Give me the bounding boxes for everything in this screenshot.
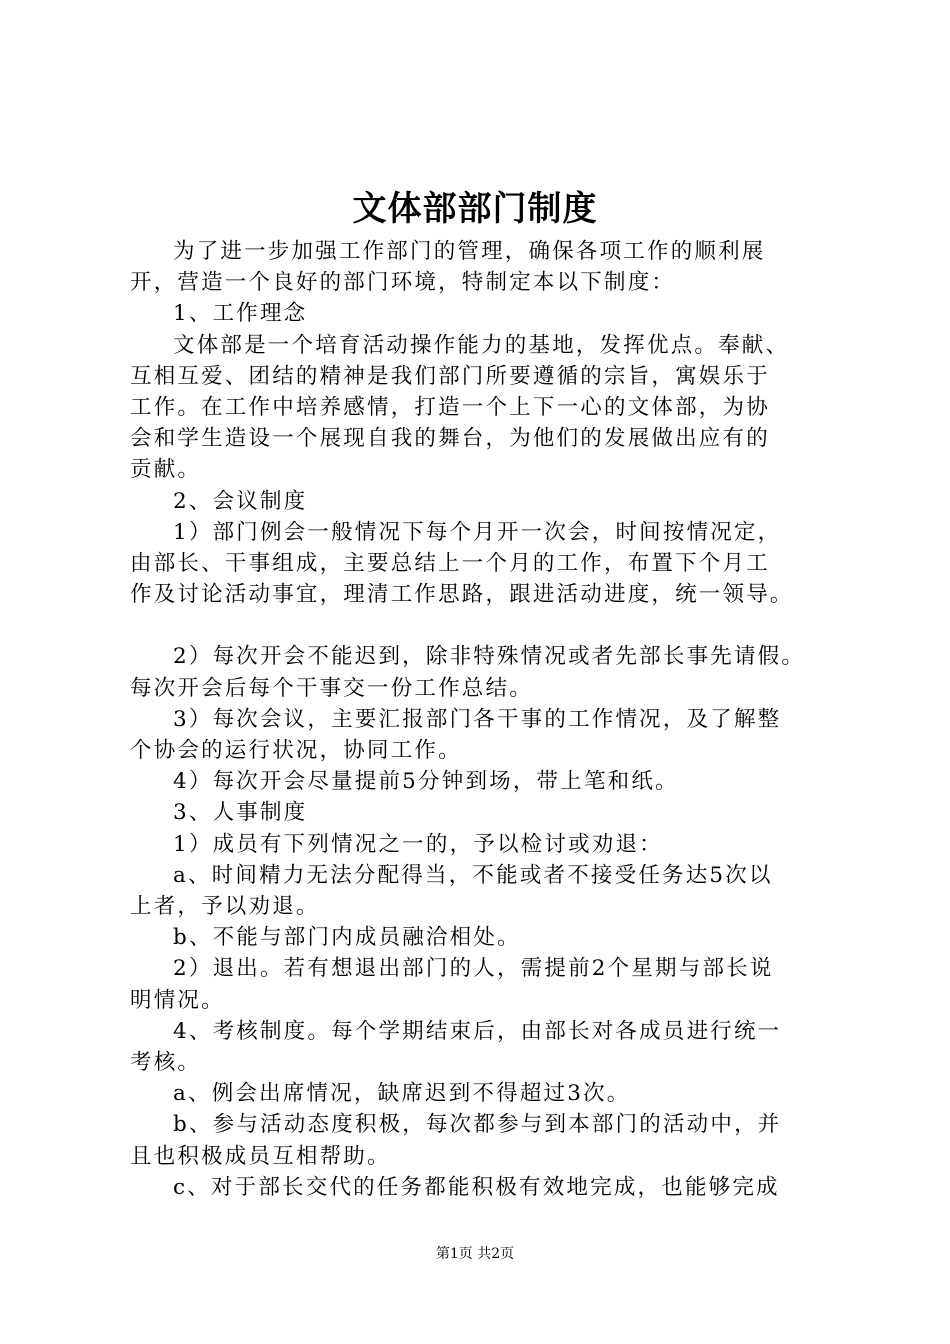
text-line: 2、会议制度 [173,488,308,514]
text-line: 4、考核制度。每个学期结束后，由部长对各成员进行统一 [173,1018,782,1044]
text-line: 1）成员有下列情况之一的，予以检讨或劝退： [173,831,663,857]
paragraph [130,641,842,703]
paragraph [130,236,842,298]
text-line: 且也积极成员互相帮助。 [130,1143,391,1169]
text-line: b、不能与部门内成员融洽相处。 [173,925,521,951]
text-line: 文体部是一个培育活动操作能力的基地，发挥优点。奉献、 [173,332,790,358]
text-line: 为了进一步加强工作部门的管理，确保各项工作的顺利展 [173,239,766,264]
paragraph [130,766,842,797]
page-title: 文体部部门制度 [352,189,598,229]
text-line: 1、工作理念 [173,301,308,327]
paragraph [130,953,842,1015]
text-line: 会和学生造设一个展现自我的舞台，为他们的发展做出应有的 [130,426,770,452]
text-line: 4）每次开会尽量提前5分钟到场，带上笔和纸。 [173,769,679,795]
paragraph [130,330,842,486]
text-line: 个协会的运行状况，协同工作。 [130,738,462,764]
text-line: 2）退出。若有想退出部门的人，需提前2个星期与部长说 [173,956,774,982]
text-line: 开，营造一个良好的部门环境，特制定本以下制度： [130,270,676,296]
text-line: 明情况。 [130,987,225,1013]
text-line: 上者，予以劝退。 [130,894,320,920]
blank-line [130,610,842,641]
text-line: b、参与活动态度积极，每次都参与到本部门的活动中，并 [173,1112,782,1138]
text-line: 3、人事制度 [173,800,308,826]
section-heading [130,298,842,329]
paragraph [130,704,842,766]
paragraph [130,517,842,611]
text-line: 工作。在工作中培养感情，打造一个上下一心的文体部，为协 [130,395,770,421]
paragraph [130,829,842,860]
text-line: 互相互爱、团结的精神是我们部门所要遵循的宗旨，寓娱乐于 [130,363,770,389]
page-footer: 第1页 共2页 [435,1246,515,1262]
section-heading [130,1016,842,1078]
section-heading [130,797,842,828]
text-line: a、例会出席情况，缺席迟到不得超过3次。 [173,1081,631,1107]
text-line: c、对于部长交代的任务都能积极有效地完成，也能够完成 [173,1174,780,1200]
paragraph [130,1078,842,1109]
text-line: 由部长、干事组成，主要总结上一个月的工作，布置下个月工 [130,551,770,577]
text-line: 作及讨论活动事宜，理清工作思路，跟进活动进度，统一领导。 [130,582,794,608]
document-body [130,236,842,1203]
text-line: 3）每次会议，主要汇报部门各干事的工作情况，及了解整 [173,706,782,732]
text-line: 每次开会后每个干事交一份工作总结。 [130,675,533,701]
text-line: 考核。 [130,1050,202,1076]
text-line: 贡献。 [130,457,202,483]
paragraph [130,1109,842,1171]
paragraph [130,860,842,922]
paragraph [130,922,842,953]
text-line: a、时间精力无法分配得当，不能或者不接受任务达5次以 [173,862,773,888]
paragraph [130,1172,842,1203]
text-line: 1）部门例会一般情况下每个月开一次会，时间按情况定， [173,519,782,545]
section-heading [130,486,842,517]
text-line: 2）每次开会不能迟到，除非特殊情况或者先部长事先请假。 [173,644,806,670]
